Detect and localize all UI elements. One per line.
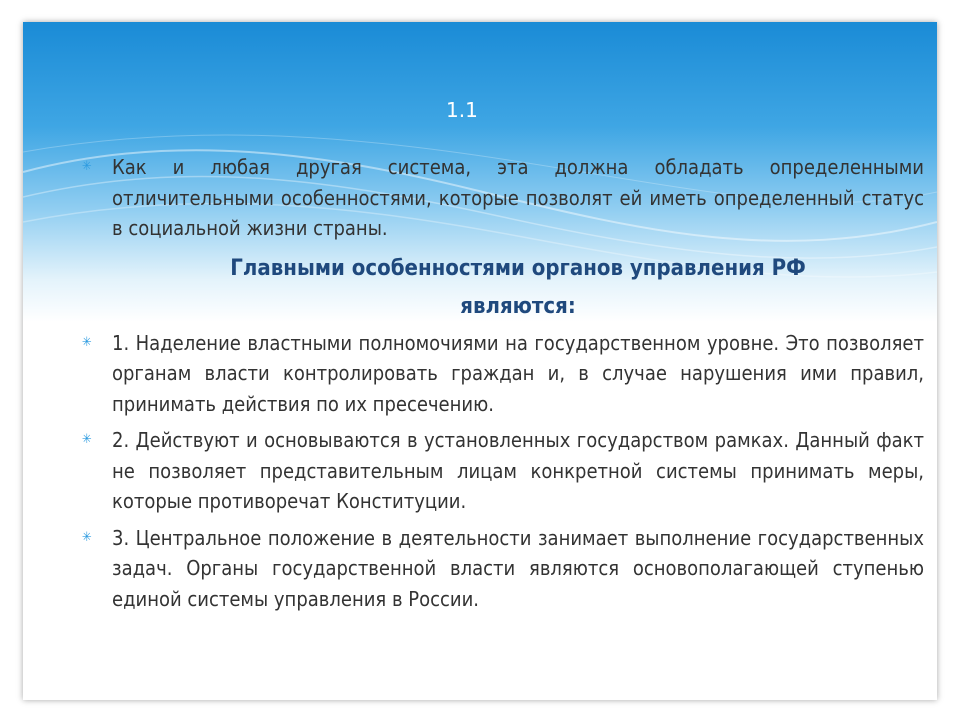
list-item-text: 3. Центральное положение в деятельности занимает выполнение государственных задач. Органы государственной власти являются основополагающей ступенью единой системы управления в России. xyxy=(112,525,924,611)
intro-text: Как и любая другая система, эта должна обладать определенными отличительными особенностями, которые позволят ей иметь определенный статус в социальной жизни страны. xyxy=(112,155,924,240)
heading-line-2: являются: xyxy=(460,293,576,319)
slide-title: 1.1 xyxy=(446,98,478,122)
list-item xyxy=(82,523,924,615)
section-heading xyxy=(88,250,924,326)
intro-paragraph xyxy=(82,152,924,244)
slide-content xyxy=(82,152,924,620)
asterisk-bullet-icon: ✳ xyxy=(82,159,92,174)
list-item-text: 2. Действуют и основываются в установленных государством рамках. Данный факт не позволяет представительным лицам конкретной системы принимать меры, которые противоречат Конституции. xyxy=(112,428,924,513)
list-item xyxy=(82,425,924,517)
asterisk-bullet-icon: ✳ xyxy=(82,529,92,545)
heading-line-1: Главными особенностями органов управления РФ xyxy=(230,255,806,281)
list-item xyxy=(82,328,924,420)
list-item-text: 1. Наделение властными полномочиями на государственном уровне. Это позволяет органам власти контролировать граждан и, в случае нарушения ими правил, принимать действия по их пресечению. xyxy=(112,330,924,416)
asterisk-bullet-icon: ✳ xyxy=(82,334,92,350)
asterisk-bullet-icon: ✳ xyxy=(82,432,92,447)
